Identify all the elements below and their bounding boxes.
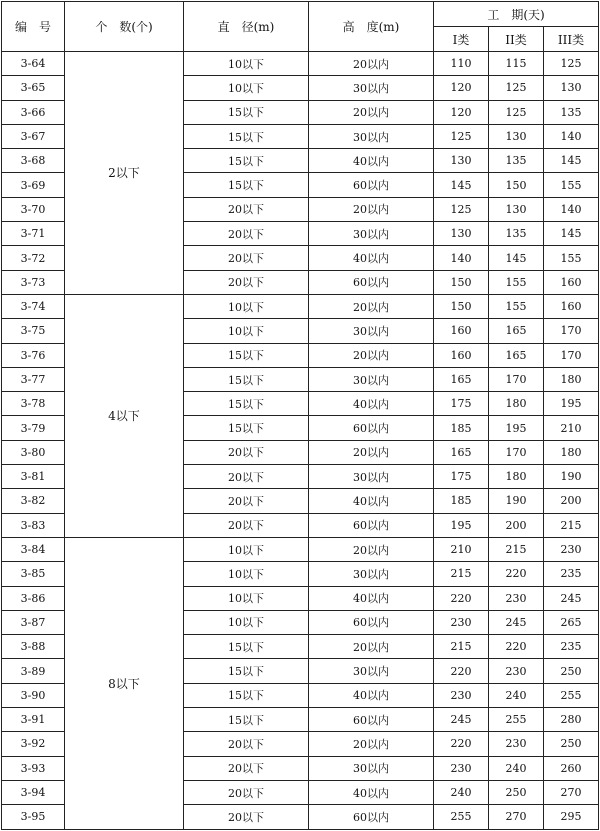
cell-class-2: 195 <box>489 416 544 440</box>
table-header <box>2 2 599 52</box>
cell-class-3: 270 <box>544 780 599 804</box>
cell-diameter: 20以下 <box>184 780 309 804</box>
cell-diameter: 15以下 <box>184 124 309 148</box>
table-row <box>2 52 599 76</box>
cell-height: 20以内 <box>309 732 434 756</box>
cell-class-3: 260 <box>544 756 599 780</box>
cell-height: 60以内 <box>309 416 434 440</box>
cell-class-2: 190 <box>489 489 544 513</box>
cell-diameter: 10以下 <box>184 562 309 586</box>
cell-code: 3-91 <box>2 708 65 732</box>
cell-class-2: 155 <box>489 270 544 294</box>
cell-diameter: 10以下 <box>184 52 309 76</box>
cell-height: 20以内 <box>309 52 434 76</box>
cell-diameter: 20以下 <box>184 246 309 270</box>
cell-class-3: 145 <box>544 149 599 173</box>
cell-diameter: 20以下 <box>184 440 309 464</box>
cell-diameter: 20以下 <box>184 465 309 489</box>
cell-height: 40以内 <box>309 586 434 610</box>
cell-class-1: 130 <box>434 222 489 246</box>
cell-class-2: 150 <box>489 173 544 197</box>
cell-class-1: 120 <box>434 76 489 100</box>
cell-code: 3-69 <box>2 173 65 197</box>
cell-class-3: 180 <box>544 367 599 391</box>
cell-code: 3-66 <box>2 100 65 124</box>
cell-height: 20以内 <box>309 197 434 221</box>
cell-diameter: 15以下 <box>184 173 309 197</box>
cell-height: 40以内 <box>309 392 434 416</box>
cell-height: 20以内 <box>309 537 434 561</box>
header-height: 高 度(m) <box>309 2 434 52</box>
cell-diameter: 20以下 <box>184 222 309 246</box>
cell-class-2: 180 <box>489 392 544 416</box>
cell-class-2: 230 <box>489 732 544 756</box>
cell-class-3: 125 <box>544 52 599 76</box>
cell-diameter: 20以下 <box>184 270 309 294</box>
cell-diameter: 10以下 <box>184 294 309 318</box>
cell-class-1: 160 <box>434 319 489 343</box>
cell-class-1: 220 <box>434 586 489 610</box>
cell-diameter: 15以下 <box>184 392 309 416</box>
cell-height: 40以内 <box>309 246 434 270</box>
cell-class-1: 150 <box>434 294 489 318</box>
header-class-1: I类 <box>434 27 489 52</box>
cell-class-3: 230 <box>544 537 599 561</box>
cell-height: 60以内 <box>309 270 434 294</box>
cell-class-1: 175 <box>434 392 489 416</box>
cell-class-1: 195 <box>434 513 489 537</box>
cell-code: 3-77 <box>2 367 65 391</box>
cell-diameter: 10以下 <box>184 586 309 610</box>
cell-height: 30以内 <box>309 319 434 343</box>
cell-class-1: 120 <box>434 100 489 124</box>
cell-class-2: 130 <box>489 124 544 148</box>
cell-height: 20以内 <box>309 294 434 318</box>
cell-height: 40以内 <box>309 489 434 513</box>
cell-diameter: 15以下 <box>184 683 309 707</box>
cell-code: 3-90 <box>2 683 65 707</box>
cell-class-3: 140 <box>544 197 599 221</box>
cell-class-1: 230 <box>434 756 489 780</box>
cell-class-3: 265 <box>544 610 599 634</box>
cell-class-1: 140 <box>434 246 489 270</box>
cell-height: 30以内 <box>309 222 434 246</box>
header-count: 个 数(个) <box>65 2 184 52</box>
cell-code: 3-89 <box>2 659 65 683</box>
cell-class-2: 115 <box>489 52 544 76</box>
cell-height: 20以内 <box>309 100 434 124</box>
cell-code: 3-70 <box>2 197 65 221</box>
cell-code: 3-81 <box>2 465 65 489</box>
cell-class-3: 190 <box>544 465 599 489</box>
cell-class-1: 255 <box>434 805 489 829</box>
cell-code: 3-93 <box>2 756 65 780</box>
header-diameter: 直 径(m) <box>184 2 309 52</box>
cell-class-2: 170 <box>489 440 544 464</box>
cell-height: 30以内 <box>309 367 434 391</box>
cell-class-2: 245 <box>489 610 544 634</box>
cell-code: 3-68 <box>2 149 65 173</box>
cell-height: 20以内 <box>309 635 434 659</box>
cell-height: 40以内 <box>309 780 434 804</box>
cell-class-3: 170 <box>544 319 599 343</box>
cell-class-1: 145 <box>434 173 489 197</box>
cell-class-3: 245 <box>544 586 599 610</box>
cell-class-1: 185 <box>434 489 489 513</box>
cell-class-1: 240 <box>434 780 489 804</box>
cell-class-2: 220 <box>489 562 544 586</box>
cell-code: 3-64 <box>2 52 65 76</box>
cell-class-1: 210 <box>434 537 489 561</box>
cell-code: 3-65 <box>2 76 65 100</box>
cell-height: 30以内 <box>309 756 434 780</box>
cell-height: 30以内 <box>309 124 434 148</box>
cell-height: 60以内 <box>309 610 434 634</box>
header-duration: 工 期(天) <box>434 2 599 27</box>
cell-class-1: 230 <box>434 610 489 634</box>
cell-diameter: 15以下 <box>184 416 309 440</box>
cell-code: 3-72 <box>2 246 65 270</box>
cell-height: 60以内 <box>309 805 434 829</box>
cell-diameter: 15以下 <box>184 149 309 173</box>
cell-class-2: 145 <box>489 246 544 270</box>
cell-diameter: 15以下 <box>184 659 309 683</box>
cell-height: 20以内 <box>309 440 434 464</box>
cell-count-group: 2以下 <box>65 52 184 295</box>
cell-class-3: 255 <box>544 683 599 707</box>
cell-diameter: 20以下 <box>184 513 309 537</box>
cell-diameter: 10以下 <box>184 76 309 100</box>
cell-class-1: 215 <box>434 635 489 659</box>
table-body <box>2 52 599 830</box>
cell-class-3: 140 <box>544 124 599 148</box>
cell-class-2: 130 <box>489 197 544 221</box>
cell-class-2: 135 <box>489 149 544 173</box>
cell-code: 3-84 <box>2 537 65 561</box>
cell-class-2: 125 <box>489 76 544 100</box>
cell-diameter: 10以下 <box>184 610 309 634</box>
cell-class-3: 145 <box>544 222 599 246</box>
cell-class-1: 125 <box>434 124 489 148</box>
cell-code: 3-82 <box>2 489 65 513</box>
construction-period-table <box>1 1 599 830</box>
cell-height: 60以内 <box>309 173 434 197</box>
cell-class-1: 125 <box>434 197 489 221</box>
cell-class-3: 250 <box>544 659 599 683</box>
cell-height: 60以内 <box>309 708 434 732</box>
cell-class-3: 200 <box>544 489 599 513</box>
cell-count-group: 8以下 <box>65 537 184 829</box>
header-code: 编 号 <box>2 2 65 52</box>
cell-class-3: 170 <box>544 343 599 367</box>
cell-class-2: 250 <box>489 780 544 804</box>
cell-height: 30以内 <box>309 76 434 100</box>
cell-class-2: 240 <box>489 756 544 780</box>
cell-class-1: 110 <box>434 52 489 76</box>
cell-diameter: 15以下 <box>184 367 309 391</box>
cell-code: 3-86 <box>2 586 65 610</box>
cell-class-2: 215 <box>489 537 544 561</box>
cell-code: 3-83 <box>2 513 65 537</box>
cell-code: 3-74 <box>2 294 65 318</box>
cell-class-3: 160 <box>544 294 599 318</box>
cell-diameter: 20以下 <box>184 489 309 513</box>
table-row <box>2 294 599 318</box>
cell-code: 3-80 <box>2 440 65 464</box>
cell-class-3: 235 <box>544 562 599 586</box>
cell-code: 3-85 <box>2 562 65 586</box>
cell-code: 3-67 <box>2 124 65 148</box>
cell-class-3: 195 <box>544 392 599 416</box>
cell-class-2: 230 <box>489 586 544 610</box>
cell-class-3: 280 <box>544 708 599 732</box>
cell-diameter: 10以下 <box>184 319 309 343</box>
cell-height: 40以内 <box>309 683 434 707</box>
header-class-3: III类 <box>544 27 599 52</box>
cell-code: 3-78 <box>2 392 65 416</box>
cell-class-3: 180 <box>544 440 599 464</box>
cell-class-3: 235 <box>544 635 599 659</box>
cell-count-group: 4以下 <box>65 294 184 537</box>
cell-code: 3-87 <box>2 610 65 634</box>
cell-class-2: 155 <box>489 294 544 318</box>
cell-class-2: 135 <box>489 222 544 246</box>
cell-height: 30以内 <box>309 465 434 489</box>
cell-class-2: 230 <box>489 659 544 683</box>
cell-code: 3-88 <box>2 635 65 659</box>
cell-class-3: 250 <box>544 732 599 756</box>
cell-diameter: 20以下 <box>184 732 309 756</box>
cell-class-1: 220 <box>434 659 489 683</box>
cell-class-1: 160 <box>434 343 489 367</box>
cell-class-1: 165 <box>434 440 489 464</box>
cell-diameter: 10以下 <box>184 537 309 561</box>
cell-class-3: 215 <box>544 513 599 537</box>
cell-height: 40以内 <box>309 149 434 173</box>
cell-class-2: 255 <box>489 708 544 732</box>
cell-class-2: 180 <box>489 465 544 489</box>
cell-diameter: 15以下 <box>184 343 309 367</box>
cell-diameter: 15以下 <box>184 708 309 732</box>
cell-class-3: 155 <box>544 173 599 197</box>
cell-class-2: 270 <box>489 805 544 829</box>
cell-class-1: 130 <box>434 149 489 173</box>
cell-height: 30以内 <box>309 562 434 586</box>
cell-class-2: 220 <box>489 635 544 659</box>
cell-code: 3-71 <box>2 222 65 246</box>
table-row <box>2 537 599 561</box>
cell-class-3: 210 <box>544 416 599 440</box>
cell-class-2: 170 <box>489 367 544 391</box>
cell-diameter: 15以下 <box>184 100 309 124</box>
cell-height: 20以内 <box>309 343 434 367</box>
cell-class-1: 165 <box>434 367 489 391</box>
cell-diameter: 20以下 <box>184 197 309 221</box>
schedule-table-container <box>1 1 599 830</box>
cell-code: 3-92 <box>2 732 65 756</box>
cell-class-1: 220 <box>434 732 489 756</box>
header-class-2: II类 <box>489 27 544 52</box>
cell-class-1: 185 <box>434 416 489 440</box>
cell-class-2: 165 <box>489 319 544 343</box>
cell-code: 3-76 <box>2 343 65 367</box>
cell-code: 3-75 <box>2 319 65 343</box>
cell-class-2: 125 <box>489 100 544 124</box>
cell-class-2: 165 <box>489 343 544 367</box>
cell-code: 3-95 <box>2 805 65 829</box>
cell-diameter: 20以下 <box>184 805 309 829</box>
cell-class-3: 295 <box>544 805 599 829</box>
cell-class-3: 155 <box>544 246 599 270</box>
cell-class-1: 150 <box>434 270 489 294</box>
cell-height: 30以内 <box>309 659 434 683</box>
cell-code: 3-79 <box>2 416 65 440</box>
cell-class-1: 245 <box>434 708 489 732</box>
cell-class-2: 200 <box>489 513 544 537</box>
cell-code: 3-94 <box>2 780 65 804</box>
cell-code: 3-73 <box>2 270 65 294</box>
cell-class-2: 240 <box>489 683 544 707</box>
cell-class-1: 215 <box>434 562 489 586</box>
cell-height: 60以内 <box>309 513 434 537</box>
cell-class-1: 175 <box>434 465 489 489</box>
cell-class-3: 130 <box>544 76 599 100</box>
cell-diameter: 20以下 <box>184 756 309 780</box>
cell-class-3: 135 <box>544 100 599 124</box>
cell-class-3: 160 <box>544 270 599 294</box>
cell-diameter: 15以下 <box>184 635 309 659</box>
cell-class-1: 230 <box>434 683 489 707</box>
